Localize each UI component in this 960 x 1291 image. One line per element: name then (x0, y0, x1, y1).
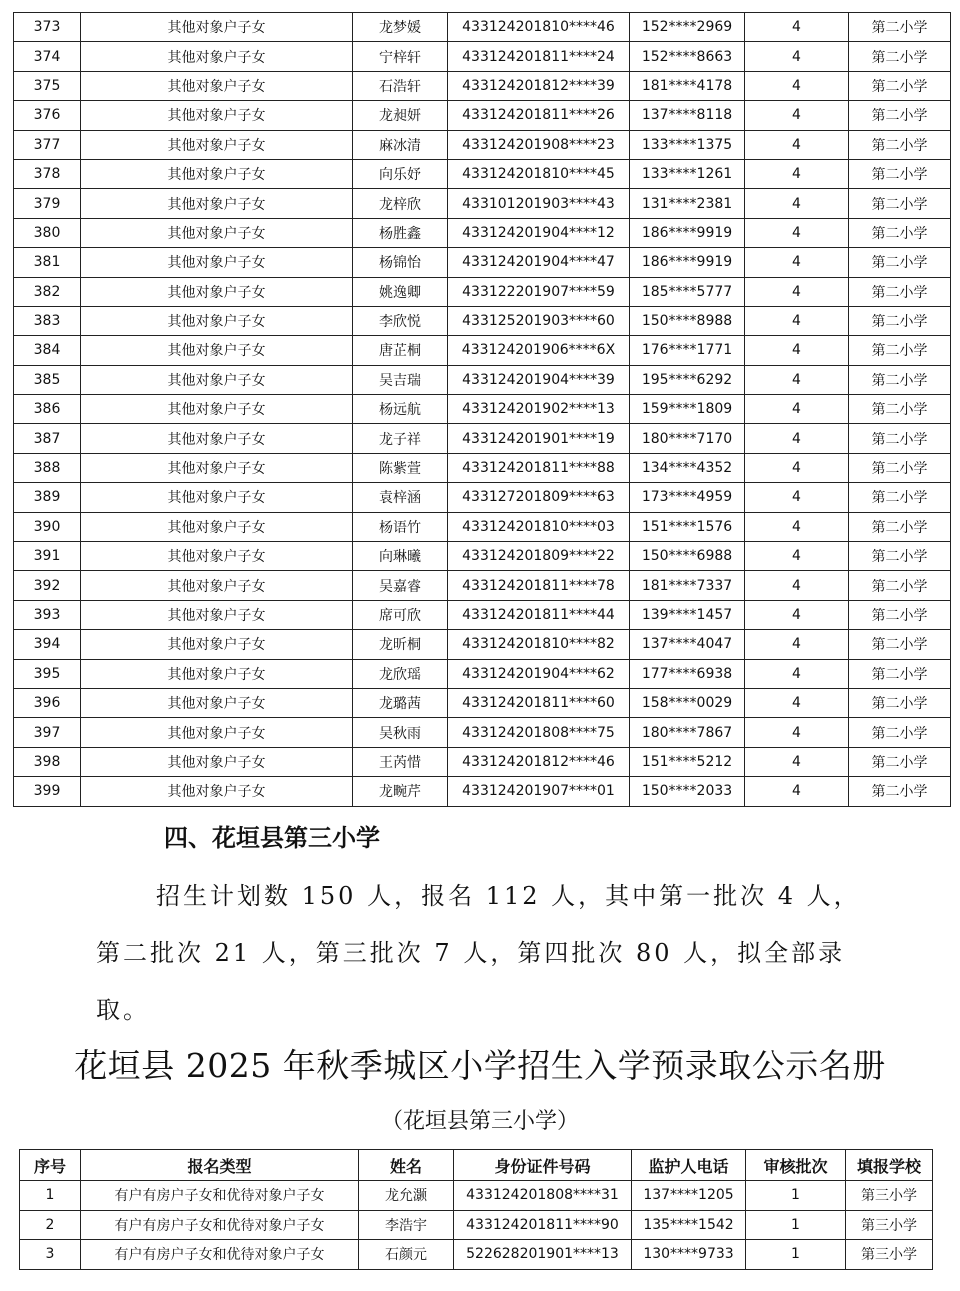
cell-name: 姚逸卿 (353, 277, 448, 306)
cell-id-number: 433124201904****12 (448, 218, 630, 247)
column-header-school: 填报学校 (846, 1150, 933, 1181)
cell-index: 374 (14, 42, 81, 71)
table-row (14, 512, 951, 541)
cell-type: 其他对象户子女 (81, 42, 353, 71)
cell-school: 第二小学 (849, 248, 951, 277)
column-header-index: 序号 (20, 1150, 81, 1181)
cell-index: 3 (20, 1240, 81, 1270)
cell-id-number: 522628201901****13 (454, 1240, 632, 1270)
cell-guardian-phone: 151****1576 (630, 512, 745, 541)
cell-name: 李浩宇 (359, 1210, 454, 1240)
table-row (14, 189, 951, 218)
cell-guardian-phone: 177****6938 (630, 659, 745, 688)
cell-name: 龙允灏 (359, 1181, 454, 1211)
cell-review-batch: 4 (745, 395, 849, 424)
cell-id-number: 433124201811****24 (448, 42, 630, 71)
cell-index: 388 (14, 453, 81, 482)
cell-school: 第二小学 (849, 483, 951, 512)
cell-type: 其他对象户子女 (81, 336, 353, 365)
cell-type: 其他对象户子女 (81, 13, 353, 42)
cell-id-number: 433124201811****88 (448, 453, 630, 482)
cell-school: 第二小学 (849, 630, 951, 659)
cell-guardian-phone: 133****1261 (630, 159, 745, 188)
cell-guardian-phone: 158****0029 (630, 688, 745, 717)
cell-guardian-phone: 186****9919 (630, 218, 745, 247)
cell-index: 378 (14, 159, 81, 188)
table-row (14, 718, 951, 747)
section-heading: 四、花垣县第三小学 (164, 824, 380, 852)
enrollment-summary-line-2: 第二批次 21 人，第三批次 7 人，第四批次 80 人，拟全部录 (96, 939, 846, 967)
cell-review-batch: 4 (745, 13, 849, 42)
cell-name: 席可欣 (353, 600, 448, 629)
cell-id-number: 433124201904****39 (448, 365, 630, 394)
cell-index: 389 (14, 483, 81, 512)
cell-name: 龙璐茜 (353, 688, 448, 717)
cell-review-batch: 4 (745, 130, 849, 159)
cell-name: 杨胜鑫 (353, 218, 448, 247)
cell-id-number: 433124201811****90 (454, 1210, 632, 1240)
cell-school: 第二小学 (849, 453, 951, 482)
table-row (20, 1181, 933, 1211)
cell-review-batch: 4 (745, 424, 849, 453)
cell-review-batch: 1 (746, 1210, 846, 1240)
cell-name: 石浩轩 (353, 71, 448, 100)
cell-guardian-phone: 150****2033 (630, 777, 745, 806)
column-header-guardian-phone: 监护人电话 (632, 1150, 746, 1181)
cell-type: 其他对象户子女 (81, 483, 353, 512)
cell-index: 382 (14, 277, 81, 306)
cell-name: 龙梦媛 (353, 13, 448, 42)
cell-guardian-phone: 130****9733 (632, 1240, 746, 1270)
table-row (14, 248, 951, 277)
enrollment-table-body (20, 1181, 933, 1270)
table-row (14, 483, 951, 512)
table-row (14, 71, 951, 100)
cell-school: 第二小学 (849, 306, 951, 335)
cell-id-number: 433124201901****19 (448, 424, 630, 453)
cell-id-number: 433124201808****75 (448, 718, 630, 747)
cell-guardian-phone: 131****2381 (630, 189, 745, 218)
cell-index: 383 (14, 306, 81, 335)
cell-review-batch: 4 (745, 630, 849, 659)
cell-type: 有户有房户子女和优待对象户子女 (81, 1210, 359, 1240)
cell-review-batch: 4 (745, 483, 849, 512)
cell-id-number: 433124201811****60 (448, 688, 630, 717)
cell-review-batch: 4 (745, 159, 849, 188)
table-row (14, 101, 951, 130)
cell-guardian-phone: 151****5212 (630, 747, 745, 776)
cell-school: 第二小学 (849, 101, 951, 130)
cell-index: 392 (14, 571, 81, 600)
cell-index: 384 (14, 336, 81, 365)
cell-guardian-phone: 133****1375 (630, 130, 745, 159)
cell-school: 第二小学 (849, 542, 951, 571)
cell-id-number: 433124201808****31 (454, 1181, 632, 1211)
cell-name: 宁梓轩 (353, 42, 448, 71)
cell-type: 其他对象户子女 (81, 130, 353, 159)
cell-name: 龙梓欣 (353, 189, 448, 218)
cell-type: 其他对象户子女 (81, 630, 353, 659)
cell-index: 1 (20, 1181, 81, 1211)
cell-review-batch: 4 (745, 277, 849, 306)
cell-review-batch: 4 (745, 453, 849, 482)
cell-index: 397 (14, 718, 81, 747)
cell-guardian-phone: 181****7337 (630, 571, 745, 600)
cell-guardian-phone: 137****8118 (630, 101, 745, 130)
cell-guardian-phone: 181****4178 (630, 71, 745, 100)
cell-index: 380 (14, 218, 81, 247)
table-row (20, 1240, 933, 1270)
cell-review-batch: 4 (745, 718, 849, 747)
cell-type: 其他对象户子女 (81, 248, 353, 277)
cell-type: 其他对象户子女 (81, 218, 353, 247)
cell-id-number: 433124201812****39 (448, 71, 630, 100)
cell-type: 其他对象户子女 (81, 747, 353, 776)
cell-type: 有户有房户子女和优待对象户子女 (81, 1240, 359, 1270)
table-row (14, 42, 951, 71)
cell-name: 吴秋雨 (353, 718, 448, 747)
cell-name: 袁梓涵 (353, 483, 448, 512)
cell-type: 其他对象户子女 (81, 306, 353, 335)
cell-index: 393 (14, 600, 81, 629)
cell-id-number: 433124201908****23 (448, 130, 630, 159)
cell-guardian-phone: 159****1809 (630, 395, 745, 424)
cell-type: 其他对象户子女 (81, 688, 353, 717)
cell-school: 第三小学 (846, 1240, 933, 1270)
cell-name: 龙昶妍 (353, 101, 448, 130)
cell-type: 其他对象户子女 (81, 71, 353, 100)
enrollment-summary-line-1: 招生计划数 150 人，报名 112 人，其中第一批次 4 人， (156, 882, 861, 910)
cell-type: 其他对象户子女 (81, 542, 353, 571)
cell-type: 其他对象户子女 (81, 571, 353, 600)
cell-name: 龙欣瑶 (353, 659, 448, 688)
cell-school: 第二小学 (849, 130, 951, 159)
cell-school: 第二小学 (849, 365, 951, 394)
cell-school: 第三小学 (846, 1210, 933, 1240)
table-row (14, 218, 951, 247)
cell-review-batch: 4 (745, 189, 849, 218)
enrollment-table-second-school (13, 12, 951, 807)
cell-id-number: 433124201907****01 (448, 777, 630, 806)
cell-guardian-phone: 176****1771 (630, 336, 745, 365)
cell-id-number: 433124201811****44 (448, 600, 630, 629)
cell-review-batch: 4 (745, 512, 849, 541)
cell-review-batch: 4 (745, 571, 849, 600)
cell-guardian-phone: 150****8988 (630, 306, 745, 335)
cell-school: 第二小学 (849, 189, 951, 218)
cell-guardian-phone: 180****7867 (630, 718, 745, 747)
cell-name: 石颜元 (359, 1240, 454, 1270)
cell-name: 吴吉瑞 (353, 365, 448, 394)
cell-type: 其他对象户子女 (81, 424, 353, 453)
cell-guardian-phone: 137****1205 (632, 1181, 746, 1211)
cell-id-number: 433125201903****60 (448, 306, 630, 335)
cell-school: 第二小学 (849, 718, 951, 747)
cell-school: 第二小学 (849, 71, 951, 100)
cell-id-number: 433124201809****22 (448, 542, 630, 571)
cell-review-batch: 4 (745, 306, 849, 335)
column-header-type: 报名类型 (81, 1150, 359, 1181)
table-row (14, 453, 951, 482)
cell-name: 唐芷桐 (353, 336, 448, 365)
table-row (14, 159, 951, 188)
cell-school: 第二小学 (849, 571, 951, 600)
cell-id-number: 433124201811****78 (448, 571, 630, 600)
cell-school: 第二小学 (849, 336, 951, 365)
cell-index: 381 (14, 248, 81, 277)
table-row (14, 365, 951, 394)
cell-index: 376 (14, 101, 81, 130)
cell-id-number: 433127201809****63 (448, 483, 630, 512)
cell-school: 第二小学 (849, 277, 951, 306)
cell-id-number: 433101201903****43 (448, 189, 630, 218)
table-row (14, 277, 951, 306)
cell-guardian-phone: 135****1542 (632, 1210, 746, 1240)
cell-id-number: 433124201810****46 (448, 13, 630, 42)
table-row (14, 13, 951, 42)
table-row (14, 424, 951, 453)
cell-name: 王芮惜 (353, 747, 448, 776)
enrollment-table-third-school (19, 1149, 933, 1270)
cell-name: 杨远航 (353, 395, 448, 424)
cell-guardian-phone: 185****5777 (630, 277, 745, 306)
table-row (14, 688, 951, 717)
cell-index: 377 (14, 130, 81, 159)
cell-name: 麻冰清 (353, 130, 448, 159)
cell-index: 2 (20, 1210, 81, 1240)
cell-type: 其他对象户子女 (81, 453, 353, 482)
cell-review-batch: 1 (746, 1240, 846, 1270)
cell-school: 第二小学 (849, 42, 951, 71)
cell-index: 385 (14, 365, 81, 394)
cell-id-number: 433124201812****46 (448, 747, 630, 776)
table-row (14, 542, 951, 571)
table-row (14, 659, 951, 688)
cell-type: 其他对象户子女 (81, 718, 353, 747)
cell-name: 龙昕桐 (353, 630, 448, 659)
cell-name: 向乐妤 (353, 159, 448, 188)
cell-id-number: 433124201810****82 (448, 630, 630, 659)
table-row (14, 130, 951, 159)
cell-review-batch: 4 (745, 101, 849, 130)
cell-type: 有户有房户子女和优待对象户子女 (81, 1181, 359, 1211)
table-row (14, 306, 951, 335)
cell-review-batch: 4 (745, 71, 849, 100)
cell-name: 向琳曦 (353, 542, 448, 571)
cell-index: 396 (14, 688, 81, 717)
cell-review-batch: 4 (745, 42, 849, 71)
cell-guardian-phone: 195****6292 (630, 365, 745, 394)
cell-school: 第二小学 (849, 395, 951, 424)
cell-index: 391 (14, 542, 81, 571)
column-header-review-batch: 审核批次 (746, 1150, 846, 1181)
cell-type: 其他对象户子女 (81, 395, 353, 424)
cell-id-number: 433124201902****13 (448, 395, 630, 424)
cell-type: 其他对象户子女 (81, 365, 353, 394)
table-row (14, 747, 951, 776)
cell-guardian-phone: 139****1457 (630, 600, 745, 629)
column-header-name: 姓名 (359, 1150, 454, 1181)
enrollment-table-body (14, 13, 951, 807)
table-row (14, 600, 951, 629)
cell-guardian-phone: 152****8663 (630, 42, 745, 71)
cell-type: 其他对象户子女 (81, 600, 353, 629)
cell-school: 第二小学 (849, 777, 951, 806)
column-header-id-number: 身份证件号码 (454, 1150, 632, 1181)
cell-review-batch: 4 (745, 248, 849, 277)
cell-id-number: 433124201904****62 (448, 659, 630, 688)
cell-guardian-phone: 137****4047 (630, 630, 745, 659)
document-subtitle: （花垣县第三小学） (380, 1109, 579, 1134)
cell-index: 395 (14, 659, 81, 688)
cell-type: 其他对象户子女 (81, 277, 353, 306)
cell-id-number: 433122201907****59 (448, 277, 630, 306)
cell-index: 375 (14, 71, 81, 100)
cell-guardian-phone: 180****7170 (630, 424, 745, 453)
cell-id-number: 433124201810****45 (448, 159, 630, 188)
table-row (14, 395, 951, 424)
cell-school: 第二小学 (849, 688, 951, 717)
cell-review-batch: 4 (745, 659, 849, 688)
cell-index: 394 (14, 630, 81, 659)
cell-id-number: 433124201906****6X (448, 336, 630, 365)
cell-name: 龙畹芹 (353, 777, 448, 806)
cell-school: 第二小学 (849, 218, 951, 247)
cell-id-number: 433124201810****03 (448, 512, 630, 541)
cell-index: 398 (14, 747, 81, 776)
cell-type: 其他对象户子女 (81, 512, 353, 541)
cell-name: 李欣悦 (353, 306, 448, 335)
cell-guardian-phone: 173****4959 (630, 483, 745, 512)
cell-school: 第二小学 (849, 747, 951, 776)
cell-school: 第二小学 (849, 600, 951, 629)
document-title: 花垣县 2025 年秋季城区小学招生入学预录取公示名册 (74, 1046, 886, 1085)
cell-review-batch: 4 (745, 336, 849, 365)
cell-index: 379 (14, 189, 81, 218)
cell-review-batch: 4 (745, 688, 849, 717)
cell-name: 陈紫萱 (353, 453, 448, 482)
cell-guardian-phone: 186****9919 (630, 248, 745, 277)
cell-school: 第三小学 (846, 1181, 933, 1211)
cell-name: 龙子祥 (353, 424, 448, 453)
cell-id-number: 433124201904****47 (448, 248, 630, 277)
cell-index: 387 (14, 424, 81, 453)
cell-index: 399 (14, 777, 81, 806)
table-header-row (20, 1150, 933, 1181)
cell-id-number: 433124201811****26 (448, 101, 630, 130)
cell-name: 吴嘉睿 (353, 571, 448, 600)
cell-guardian-phone: 152****2969 (630, 13, 745, 42)
table-row (14, 336, 951, 365)
cell-guardian-phone: 150****6988 (630, 542, 745, 571)
cell-school: 第二小学 (849, 424, 951, 453)
cell-index: 373 (14, 13, 81, 42)
cell-review-batch: 4 (745, 777, 849, 806)
cell-school: 第二小学 (849, 159, 951, 188)
cell-school: 第二小学 (849, 659, 951, 688)
cell-type: 其他对象户子女 (81, 189, 353, 218)
cell-name: 杨语竹 (353, 512, 448, 541)
table-row (14, 777, 951, 806)
cell-review-batch: 4 (745, 218, 849, 247)
enrollment-summary-line-3: 取。 (96, 996, 150, 1024)
cell-review-batch: 4 (745, 747, 849, 776)
cell-index: 390 (14, 512, 81, 541)
cell-name: 杨锦怡 (353, 248, 448, 277)
cell-review-batch: 4 (745, 365, 849, 394)
cell-school: 第二小学 (849, 512, 951, 541)
table-row (14, 571, 951, 600)
cell-guardian-phone: 134****4352 (630, 453, 745, 482)
cell-type: 其他对象户子女 (81, 659, 353, 688)
cell-school: 第二小学 (849, 13, 951, 42)
cell-index: 386 (14, 395, 81, 424)
cell-type: 其他对象户子女 (81, 159, 353, 188)
cell-review-batch: 4 (745, 600, 849, 629)
table-row (14, 630, 951, 659)
cell-review-batch: 1 (746, 1181, 846, 1211)
cell-type: 其他对象户子女 (81, 101, 353, 130)
cell-type: 其他对象户子女 (81, 777, 353, 806)
cell-review-batch: 4 (745, 542, 849, 571)
table-row (20, 1210, 933, 1240)
